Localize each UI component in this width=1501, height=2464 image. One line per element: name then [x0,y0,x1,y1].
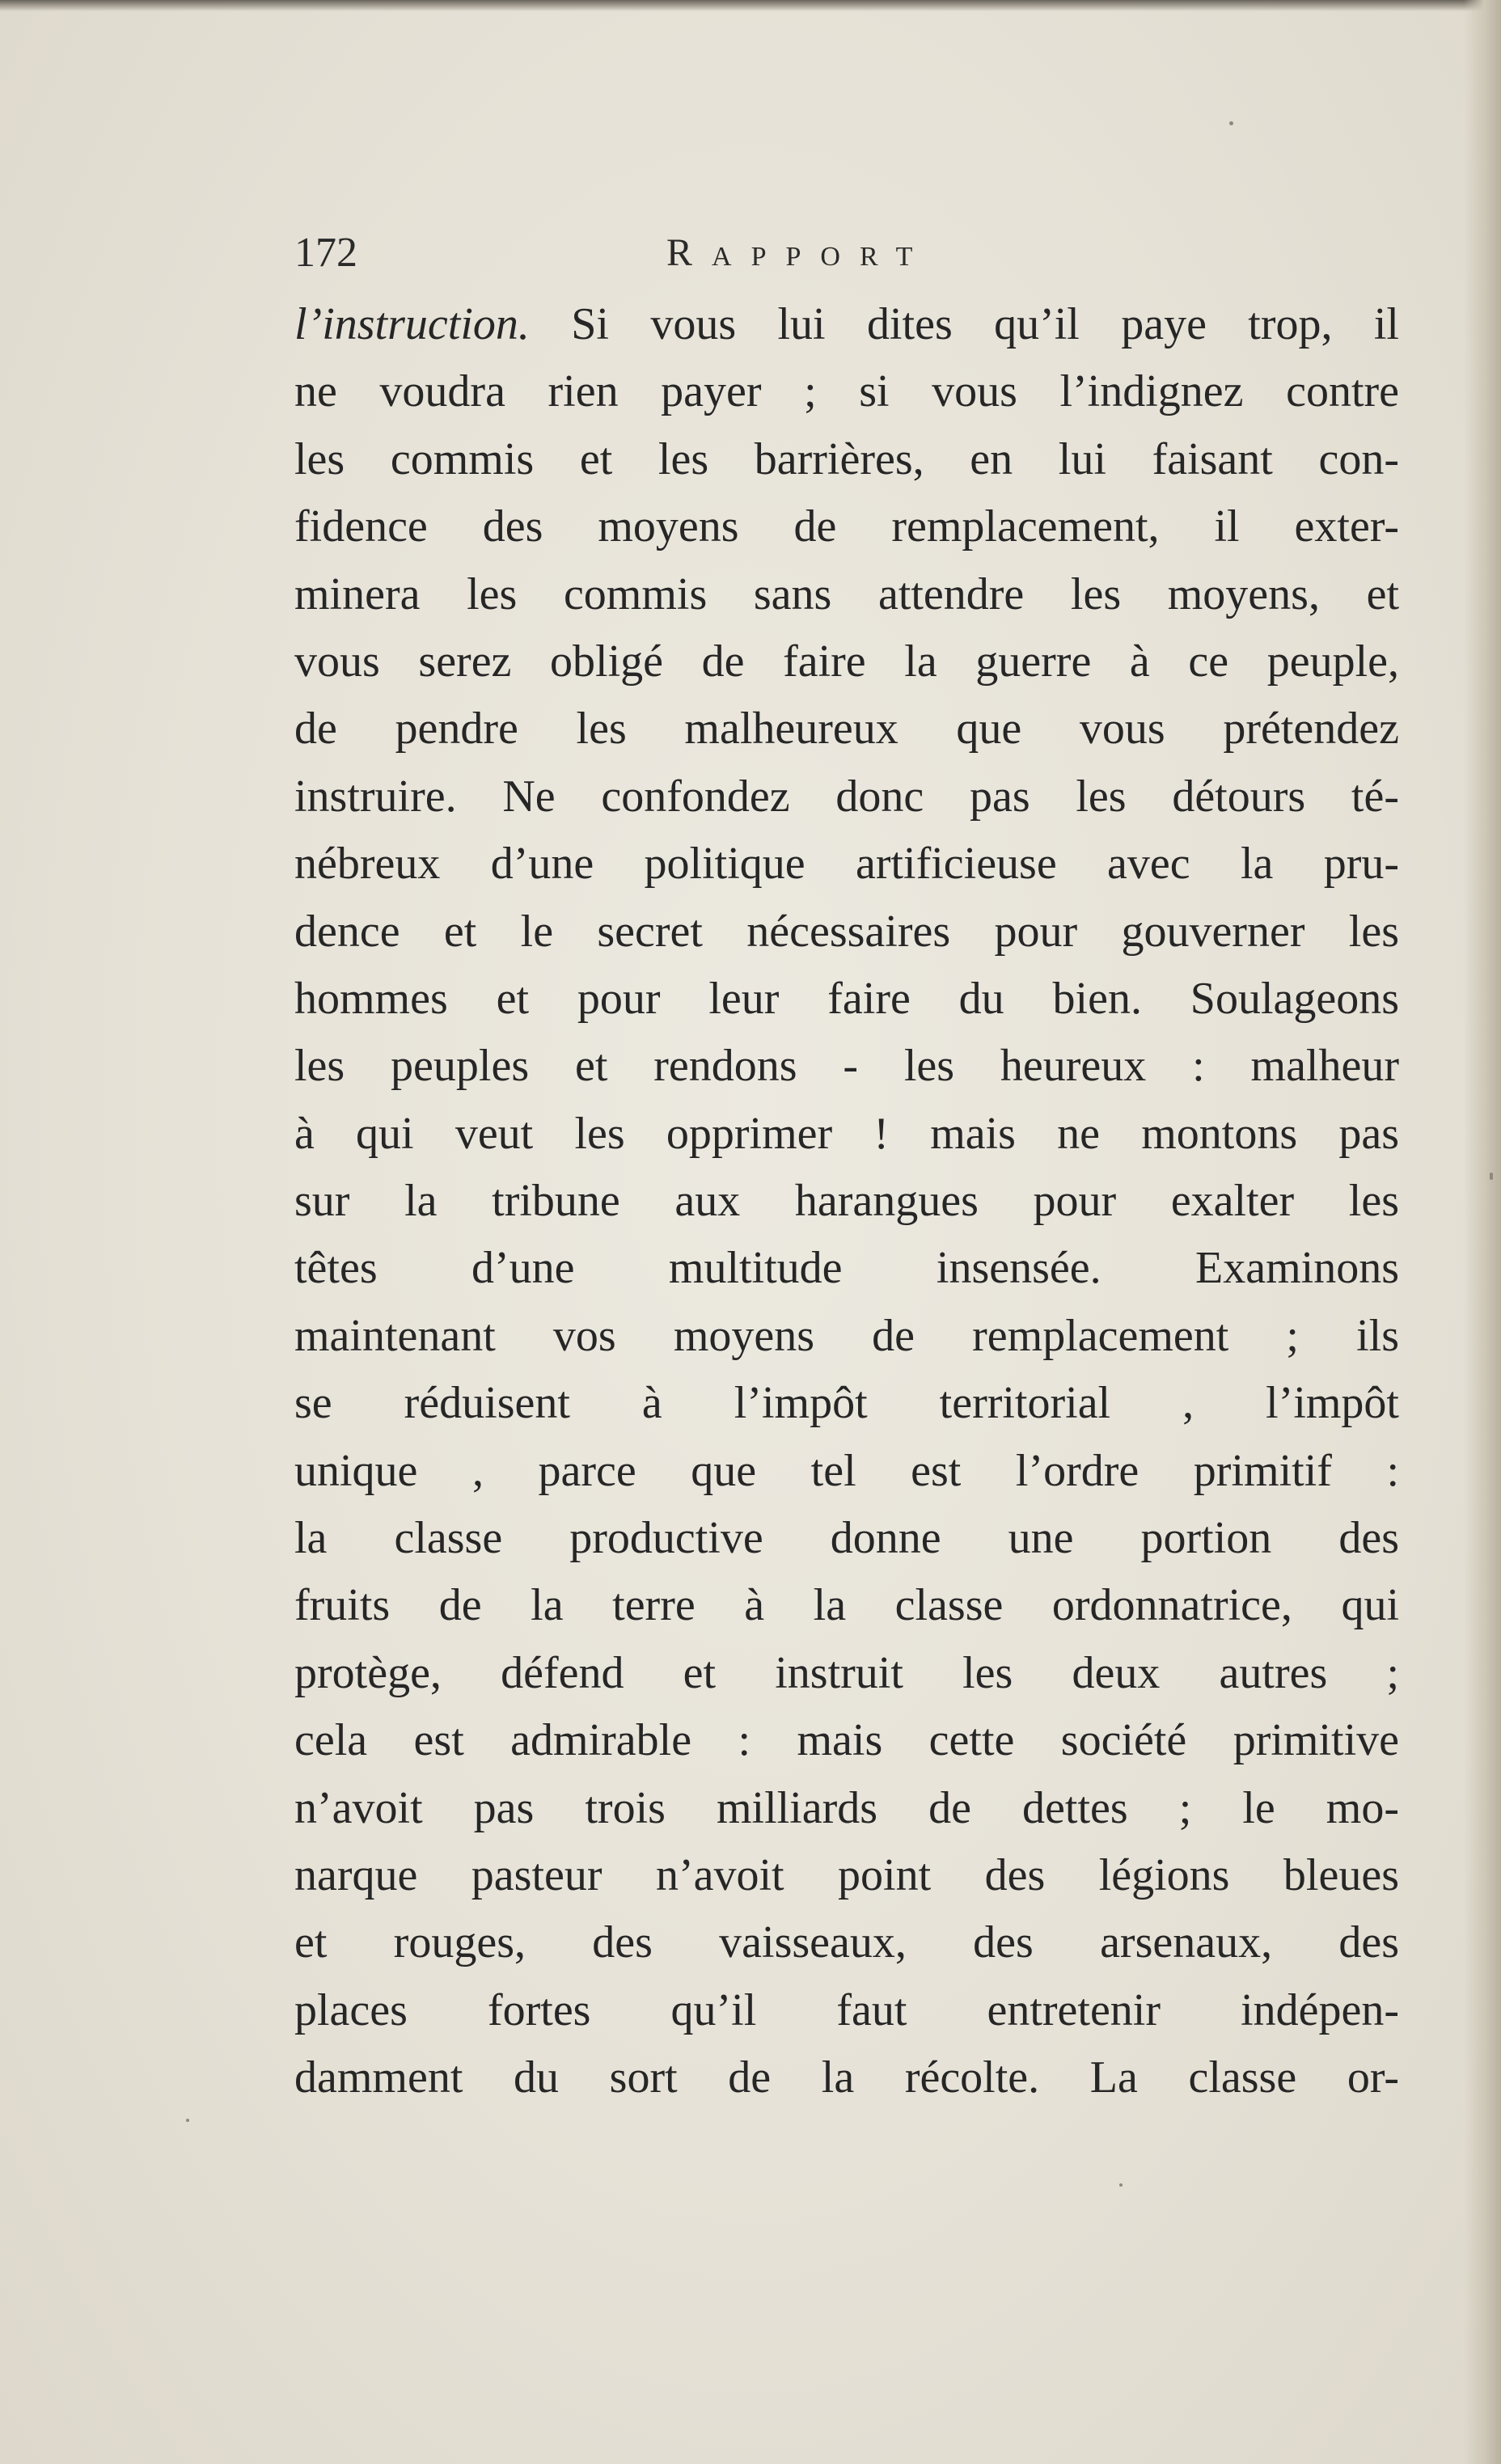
line-text: narque pasteur n’avoit point des légions bleues [294,1849,1399,1900]
line-text: fruits de la terre à la classe ordonnatrice, qui [294,1580,1399,1631]
text-line [294,1707,1399,1774]
paper-speck [186,2119,189,2122]
page-number: 172 [294,230,357,276]
text-line [294,1505,1399,1572]
line-text: places fortes qu’il faut entretenir indépen- [294,1984,1399,2035]
paper-speck [1119,2183,1123,2187]
line-text: sur la tribune aux harangues pour exalter les [294,1176,1399,1227]
text-line [294,1303,1399,1370]
line-text: et rouges, des vaisseaux, des arsenaux, des [294,1917,1399,1968]
italic-lead: l’instruction. [294,299,530,349]
text-line [294,1572,1399,1639]
text-line [294,1977,1399,2044]
text-line [294,966,1399,1033]
text-line [294,1438,1399,1505]
line-text: instruire. Ne confondez donc pas les détours té- [294,771,1399,822]
line-text: fidence des moyens de remplacement, il exter- [294,501,1399,552]
text-line [294,291,1399,358]
body-text [294,291,1399,2112]
line-text: dence et le secret nécessaires pour gouverner les [294,906,1399,957]
text-line [294,628,1399,695]
text-line [294,1101,1399,1168]
line-text: unique , parce que tel est l’ordre primitif : [294,1445,1399,1496]
line-text: minera les commis sans attendre les moyens, et [294,568,1399,619]
line-text: vous serez obligé de faire la guerre à ce peuple, [294,636,1399,687]
paper-speck [1490,1173,1493,1180]
line-text: hommes et pour leur faire du bien. Soulageons [294,973,1399,1024]
text-line [294,1640,1399,1707]
line-text: cela est admirable : mais cette société primitive [294,1715,1399,1766]
text-line [294,1909,1399,1976]
text-line [294,561,1399,628]
line-text: ne voudra rien payer ; si vous l’indignez contre [294,366,1399,417]
line-text: protège, défend et instruit les deux autres ; [294,1647,1399,1698]
line-text: têtes d’une multitude insensée. Examinons [294,1243,1399,1294]
text-line [294,1033,1399,1100]
text-line [294,1775,1399,1842]
text-line [294,1235,1399,1302]
line-text: se réduisent à l’impôt territorial , l’impôt [294,1378,1399,1429]
text-line [294,358,1399,425]
line-text: Si vous lui dites qu’il paye trop, il [529,299,1399,349]
line-text: n’avoit pas trois milliards de dettes ; le mo- [294,1782,1399,1833]
line-text: damment du sort de la récolte. La classe or- [294,2052,1399,2103]
line-text: maintenant vos moyens de remplacement ; ils [294,1310,1399,1361]
text-line [294,2044,1399,2111]
text-line [294,1842,1399,1909]
line-text: nébreux d’une politique artificieuse avec la pru- [294,839,1399,890]
page-header [294,228,1399,278]
line-text: les commis et les barrières, en lui faisant con- [294,433,1399,484]
paper-speck [1229,121,1233,125]
line-text: la classe productive donne une portion des [294,1513,1399,1564]
text-line [294,898,1399,966]
line-text: de pendre les malheureux que vous prétendez [294,704,1399,754]
page-top-edge-shadow [0,0,1501,11]
text-line [294,695,1399,763]
line-text: les peuples et rendons - les heureux : malheur [294,1041,1399,1092]
text-line [294,1168,1399,1235]
page-gutter-shadow [1464,0,1501,2464]
text-line [294,830,1399,898]
text-line [294,426,1399,493]
running-head: Rapport [666,231,932,274]
text-line [294,493,1399,560]
text-line [294,1370,1399,1437]
line-text: à qui veut les opprimer ! mais ne montons pas [294,1108,1399,1159]
text-line [294,763,1399,830]
